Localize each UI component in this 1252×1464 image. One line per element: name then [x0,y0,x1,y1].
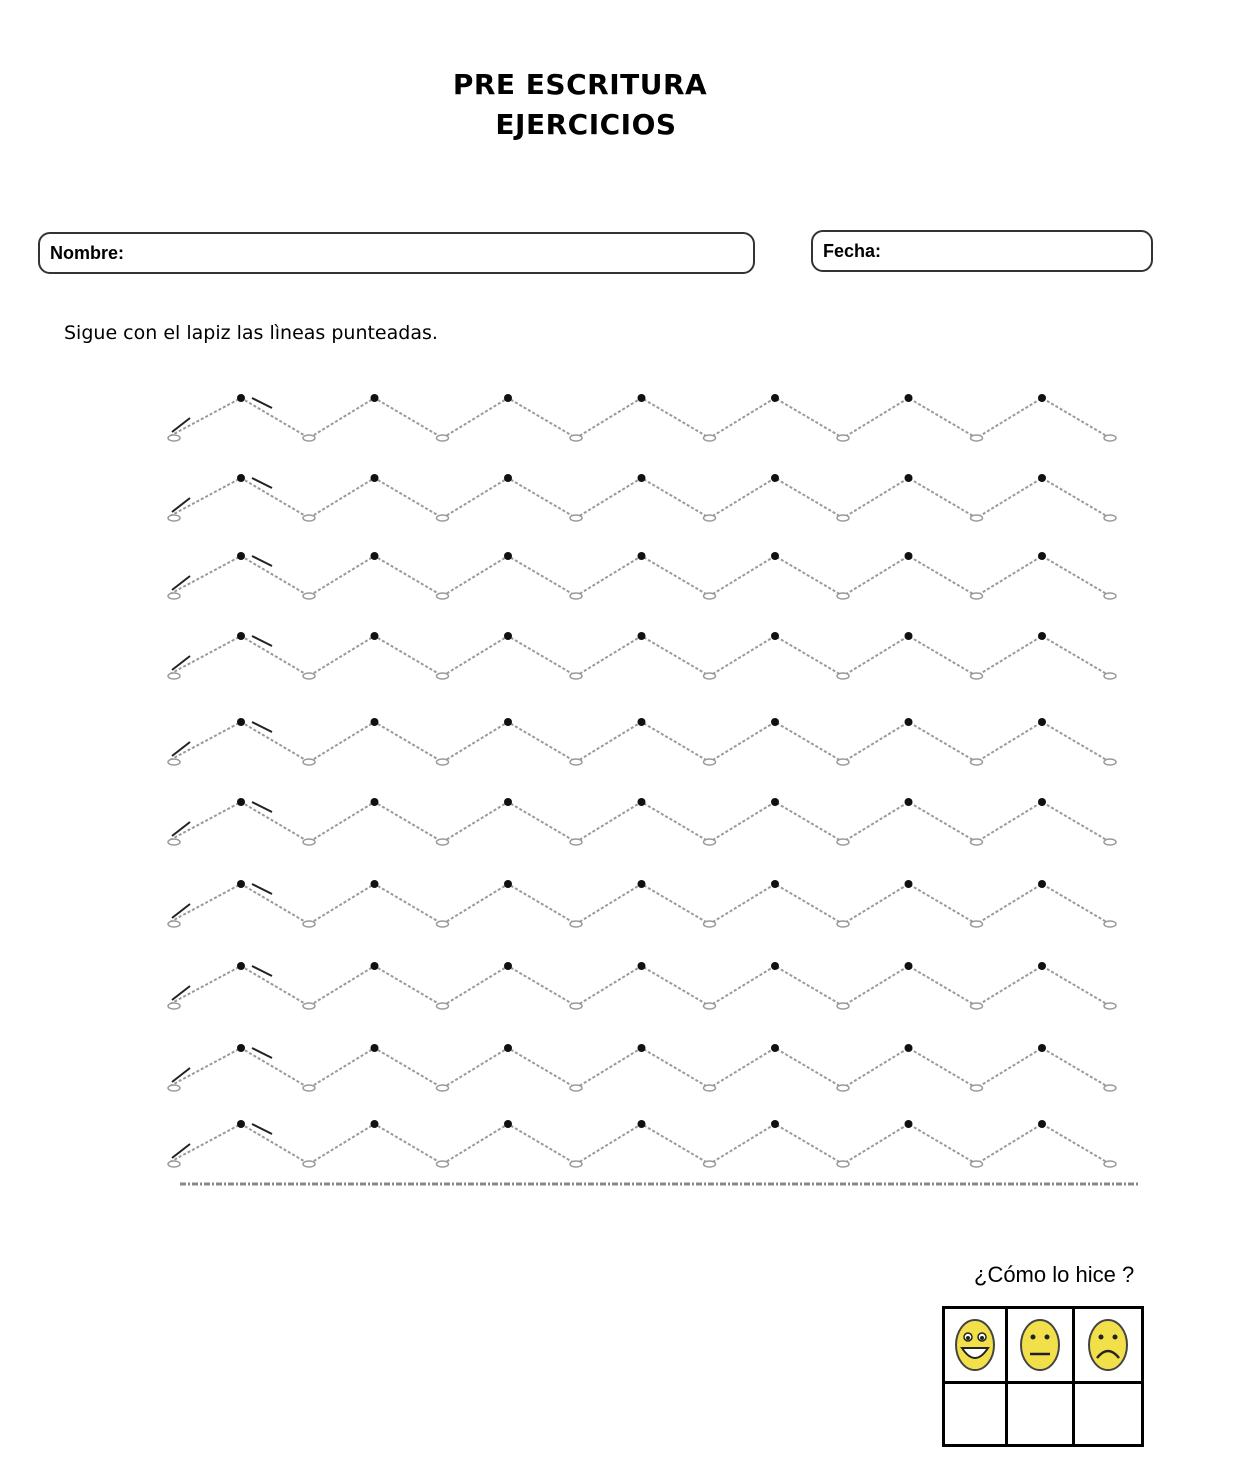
valley-dot [704,921,716,927]
peak-dot [371,552,379,560]
peak-dot [371,798,379,806]
valley-dot [704,1161,716,1167]
valley-dot [570,1003,582,1009]
peak-dot [237,474,245,482]
self-assessment-title: ¿Cómo lo hice ? [974,1262,1135,1287]
peak-dot [237,798,245,806]
peak-dot [771,1044,779,1052]
peak-dot [905,798,913,806]
valley-dot [570,1085,582,1091]
valley-dot [837,1085,849,1091]
valley-dot [837,593,849,599]
valley-dot [1104,921,1116,927]
valley-dot [303,435,315,441]
peak-dot [504,632,512,640]
peak-dot [771,394,779,402]
valley-dot [303,673,315,679]
start-dot [168,435,180,441]
peak-dot [371,1044,379,1052]
valley-dot [1104,593,1116,599]
peak-dot [237,394,245,402]
valley-dot [437,921,449,927]
valley-dot [704,593,716,599]
peak-dot [638,474,646,482]
valley-dot [570,435,582,441]
page-title-line2: EJERCICIOS [495,108,677,141]
valley-dot [570,673,582,679]
valley-dot [437,759,449,765]
valley-dot [570,921,582,927]
peak-dot [504,880,512,888]
neutral-face-cell [1007,1308,1074,1383]
valley-dot [971,1085,983,1091]
peak-dot [771,880,779,888]
sad-check-cell[interactable] [1074,1383,1143,1446]
zigzag-line[interactable] [170,398,1110,438]
peak-dot [1038,1044,1046,1052]
start-dot [168,1161,180,1167]
peak-dot [638,552,646,560]
zigzag-line[interactable] [170,966,1110,1006]
peak-dot [771,1120,779,1128]
valley-dot [704,1085,716,1091]
peak-dot [371,632,379,640]
peak-dot [905,552,913,560]
peak-dot [371,962,379,970]
peak-dot [1038,632,1046,640]
valley-dot [1104,515,1116,521]
start-dot [168,673,180,679]
valley-dot [303,515,315,521]
valley-dot [704,839,716,845]
valley-dot [437,1003,449,1009]
peak-dot [504,798,512,806]
valley-dot [1104,1003,1116,1009]
peak-dot [1038,552,1046,560]
valley-dot [437,839,449,845]
valley-dot [837,921,849,927]
zigzag-line[interactable] [170,884,1110,924]
zigzag-line[interactable] [170,722,1110,762]
start-dot [168,593,180,599]
valley-dot [971,921,983,927]
valley-dot [570,839,582,845]
valley-dot [437,673,449,679]
peak-dot [504,474,512,482]
valley-dot [570,759,582,765]
valley-dot [837,1003,849,1009]
valley-dot [1104,435,1116,441]
peak-dot [371,474,379,482]
peak-dot [905,394,913,402]
peak-dot [638,632,646,640]
valley-dot [437,1161,449,1167]
start-dot [168,1003,180,1009]
peak-dot [905,880,913,888]
peak-dot [237,880,245,888]
valley-dot [971,515,983,521]
happy-face-cell [944,1308,1007,1383]
peak-dot [771,474,779,482]
peak-dot [638,798,646,806]
peak-dot [1038,880,1046,888]
peak-dot [905,718,913,726]
valley-dot [704,435,716,441]
zigzag-line[interactable] [170,1048,1110,1088]
valley-dot [303,1003,315,1009]
peak-dot [504,718,512,726]
sad-face-icon [1084,1316,1132,1374]
peak-dot [638,1044,646,1052]
valley-dot [303,921,315,927]
peak-dot [1038,798,1046,806]
start-dot [168,759,180,765]
neutral-face-icon [1016,1316,1064,1374]
zigzag-line[interactable] [170,478,1110,518]
peak-dot [771,718,779,726]
valley-dot [303,1085,315,1091]
valley-dot [971,839,983,845]
valley-dot [837,435,849,441]
peak-dot [638,880,646,888]
peak-dot [638,718,646,726]
valley-dot [303,839,315,845]
peak-dot [905,1120,913,1128]
valley-dot [1104,759,1116,765]
valley-dot [837,759,849,765]
valley-dot [971,759,983,765]
start-dot [168,921,180,927]
valley-dot [704,515,716,521]
peak-dot [237,1044,245,1052]
peak-dot [771,962,779,970]
valley-dot [704,673,716,679]
valley-dot [303,593,315,599]
valley-dot [971,1003,983,1009]
valley-dot [570,515,582,521]
start-dot [168,839,180,845]
valley-dot [303,1161,315,1167]
valley-dot [1104,673,1116,679]
valley-dot [837,673,849,679]
peak-dot [504,552,512,560]
peak-dot [638,1120,646,1128]
peak-dot [371,394,379,402]
valley-dot [837,1161,849,1167]
peak-dot [371,718,379,726]
valley-dot [971,593,983,599]
peak-dot [771,798,779,806]
peak-dot [504,1120,512,1128]
valley-dot [570,1161,582,1167]
page-title-line1: PRE ESCRITURA [452,68,708,101]
peak-dot [237,718,245,726]
peak-dot [1038,394,1046,402]
valley-dot [437,435,449,441]
valley-dot [704,759,716,765]
peak-dot [1038,1120,1046,1128]
peak-dot [237,1120,245,1128]
self-assessment-grid [942,1306,1144,1447]
valley-dot [1104,1161,1116,1167]
peak-dot [371,880,379,888]
name-label: Nombre: [50,243,125,263]
peak-dot [504,394,512,402]
valley-dot [437,515,449,521]
zigzag-line[interactable] [170,636,1110,676]
happy-check-cell[interactable] [944,1383,1007,1446]
valley-dot [437,593,449,599]
valley-dot [437,1085,449,1091]
valley-dot [971,1161,983,1167]
peak-dot [237,552,245,560]
zigzag-line[interactable] [170,802,1110,842]
valley-dot [704,1003,716,1009]
sad-face-cell [1074,1308,1143,1383]
valley-dot [837,839,849,845]
instruction-text: Sigue con el lapiz las lìneas punteadas. [64,322,438,344]
peak-dot [905,632,913,640]
start-dot [168,515,180,521]
peak-dot [371,1120,379,1128]
peak-dot [638,962,646,970]
peak-dot [237,962,245,970]
zigzag-line[interactable] [170,1124,1110,1164]
peak-dot [905,1044,913,1052]
peak-dot [638,394,646,402]
peak-dot [771,552,779,560]
valley-dot [837,515,849,521]
peak-dot [1038,718,1046,726]
peak-dot [504,962,512,970]
valley-dot [971,673,983,679]
valley-dot [1104,839,1116,845]
date-label: Fecha: [823,241,882,261]
peak-dot [1038,962,1046,970]
peak-dot [504,1044,512,1052]
valley-dot [971,435,983,441]
neutral-check-cell[interactable] [1007,1383,1074,1446]
peak-dot [237,632,245,640]
zigzag-line[interactable] [170,556,1110,596]
peak-dot [905,962,913,970]
start-dot [168,1085,180,1091]
valley-dot [303,759,315,765]
peak-dot [771,632,779,640]
valley-dot [570,593,582,599]
happy-face-icon [951,1316,999,1374]
peak-dot [1038,474,1046,482]
valley-dot [1104,1085,1116,1091]
peak-dot [905,474,913,482]
